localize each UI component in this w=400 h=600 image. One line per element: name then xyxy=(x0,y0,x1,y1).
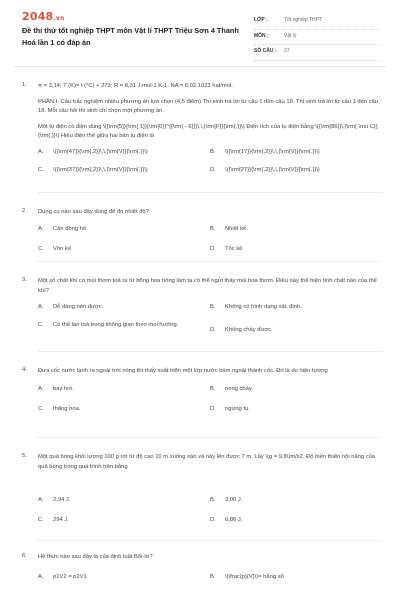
logo-suffix: .vn xyxy=(53,15,65,22)
question-constants: π = 3,14; T (K)= t (°C) + 273; R = 8,31 J.mol-1.K-1; NA = 6,02.1023 hạt/mol. xyxy=(38,83,233,89)
meta-subject-row xyxy=(254,30,380,46)
question-1: 1. π = 3,14; T (K)= t (°C) + 273; R = 8,31 J.mol-1.K-1; NA = 6,02.1023 hạt/mol. PHẦN I. Câu trắc nghiệm nhiều phương án lựa chọn (4,5 điểm).Thí sinh trả lời từ câu 1 đến câu 18. Thí sinh trả lời từ câu 1 đến câu 18. Mỗi câu hỏi thí sinh chỉ chọn một phương án. Một tụ điện có điện dung \({\rm{5}}{\rm{ 1}}{\rm{0}}^{{\rm{ - 6}}}\,\,{\rm{F}}{\rm{.}}\) Điện tích của tụ điện bằng \({\rm{86}}\,{\rm{ \mu C}}{\rm{.}}\) Hiệu điện thế giữa hai bản tụ điện là A. \({\rm{47}}{\rm{,2}}\,\,{\rm{V}}{\rm{.}}\) B. \({\rm{17}}{\rm{,2}}\,\,{\rm{V}}{\rm{.}}\) C. \({\rm{37}}{\rm{,2}}\,\,{\rm{V}}{\rm{.}}\) D. \({\rm{27}}{\rm{,2}}\,\,{\rm{V}}{\rm{.}}\) xyxy=(22,72,382,194)
count-label: SỐ CÂU : xyxy=(254,48,277,54)
questions-list xyxy=(0,72,400,582)
meta-count-row xyxy=(254,45,380,61)
question-instructions: PHẦN I. Câu trắc nghiệm nhiều phương án lựa chọn (4,5 điểm).Thí sinh trả lời từ câu 1 đến câu 18. Thí sinh trả lời từ câu 1 đến câu 18. Mỗi câu hỏi thí sinh chỉ chọn một phương án. xyxy=(38,98,379,114)
question-separator xyxy=(38,261,382,262)
question-text: Một tụ điện có điện dung \({\rm{5}}{\rm{ 1}}{\rm{0}}^{{\rm{ - 6}}}\,\,{\rm{F}}{\rm{.}}\) Điện tích của tụ điện bằng \({\rm{86}}\,{\rm{ \mu C}}{\rm{.}}\) Hiệu điện thế giữa hai bản tụ điện là xyxy=(38,123,378,139)
exam-title: Đề thi thử tốt nghiệp THPT môn Vật lí THPT Triệu Sơn 4 Thanh Hoá lần 1 có đáp án xyxy=(22,26,239,47)
question-text: Một số chất khí có mùi thơm toả ra từ bông hoa hồng làm ta có thể ngửi thấy mùi hoa thơm. Điều này thể hiện tính chất nào của thể khí? xyxy=(38,278,377,294)
question-number: 5. xyxy=(22,453,27,459)
subject-value: Vật lý xyxy=(284,32,297,39)
question-separator xyxy=(38,437,382,438)
question-number: 3. xyxy=(22,277,27,283)
question-number: 2. xyxy=(22,208,27,214)
page-header xyxy=(0,0,400,62)
site-logo[interactable] xyxy=(22,10,64,23)
question-text: Một quả bóng khối lượng 100 g rơi từ độ cao 10 m xuống sàn và nảy lên được 7 m. Lấy \(g = 9,8\)m/s2. Độ biến thiên nội năng của quả bóng trong quá trình trên bằng xyxy=(38,454,376,470)
question-number: 1. xyxy=(22,82,27,88)
question-separator xyxy=(38,192,382,193)
question-5: 5. Một quả bóng khối lượng 100 g rơi từ độ cao 10 m xuống sàn và nảy lên được 7 m. Lấy \(g = 9,8\)m/s2. Độ biến thiên nội năng của quả bóng trong quá trình trên bằng A. 2,94 J. B. 3,00 J. C. 294 J. D. 6,86 J. xyxy=(22,439,382,542)
subject-label: MÔN : xyxy=(254,32,269,39)
question-separator xyxy=(38,540,382,541)
question-number: 6. xyxy=(22,553,27,559)
question-text: Đưa cốc nước lạnh ra ngoài trời nóng thì thấy xuất hiện một lớp nước bám ngoài thành cốc. Đó là do hiện tượng xyxy=(38,368,328,374)
question-text: Dụng cụ nào sau đây dùng để đo nhiệt độ? xyxy=(38,209,149,215)
class-label: LỚP : xyxy=(254,17,268,23)
question-3: 3. Một số chất khí có mùi thơm toả ra từ bông hoa hồng làm ta có thể ngửi thấy mùi hoa thơm. Điều này thể hiện tính chất nào của thể khí? A. Dễ dàng nén được. B. Không có hình dạng xác định. C. Có thể lan toả trong không gian theo mọi hướng. D. Không chảy được. xyxy=(22,263,382,353)
question-separator xyxy=(38,351,382,352)
meta-class-row xyxy=(254,14,380,30)
header-divider xyxy=(14,66,386,67)
logo-main: 2048 xyxy=(22,10,54,23)
class-value: Tốt nghiệp THPT xyxy=(284,17,322,23)
question-4: 4. Đưa cốc nước lạnh ra ngoài trời nóng thì thấy xuất hiện một lớp nước bám ngoài thành cốc. Đó là do hiện tượng A. bay hơi. B. nóng chảy. C. thăng hoa. D. ngưng tụ. xyxy=(22,353,382,439)
question-6: 6. Hệ thức nào sau đây là của định luật Bôi-lơ? A. p1V2 = p2V1 B. \(\frac{p}{V}\)= hằng số xyxy=(22,542,382,582)
exam-meta xyxy=(254,14,380,61)
question-text: Hệ thức nào sau đây là của định luật Bôi-lơ? xyxy=(38,554,153,560)
question-number: 4. xyxy=(22,367,27,373)
question-2: 2. Dụng cụ nào sau đây dùng để đo nhiệt độ? A. Cân đồng hồ. B. Nhiệt kế. C. Vôn kế. D. Tốc kế. xyxy=(22,194,382,263)
count-value: 27 xyxy=(284,48,290,54)
